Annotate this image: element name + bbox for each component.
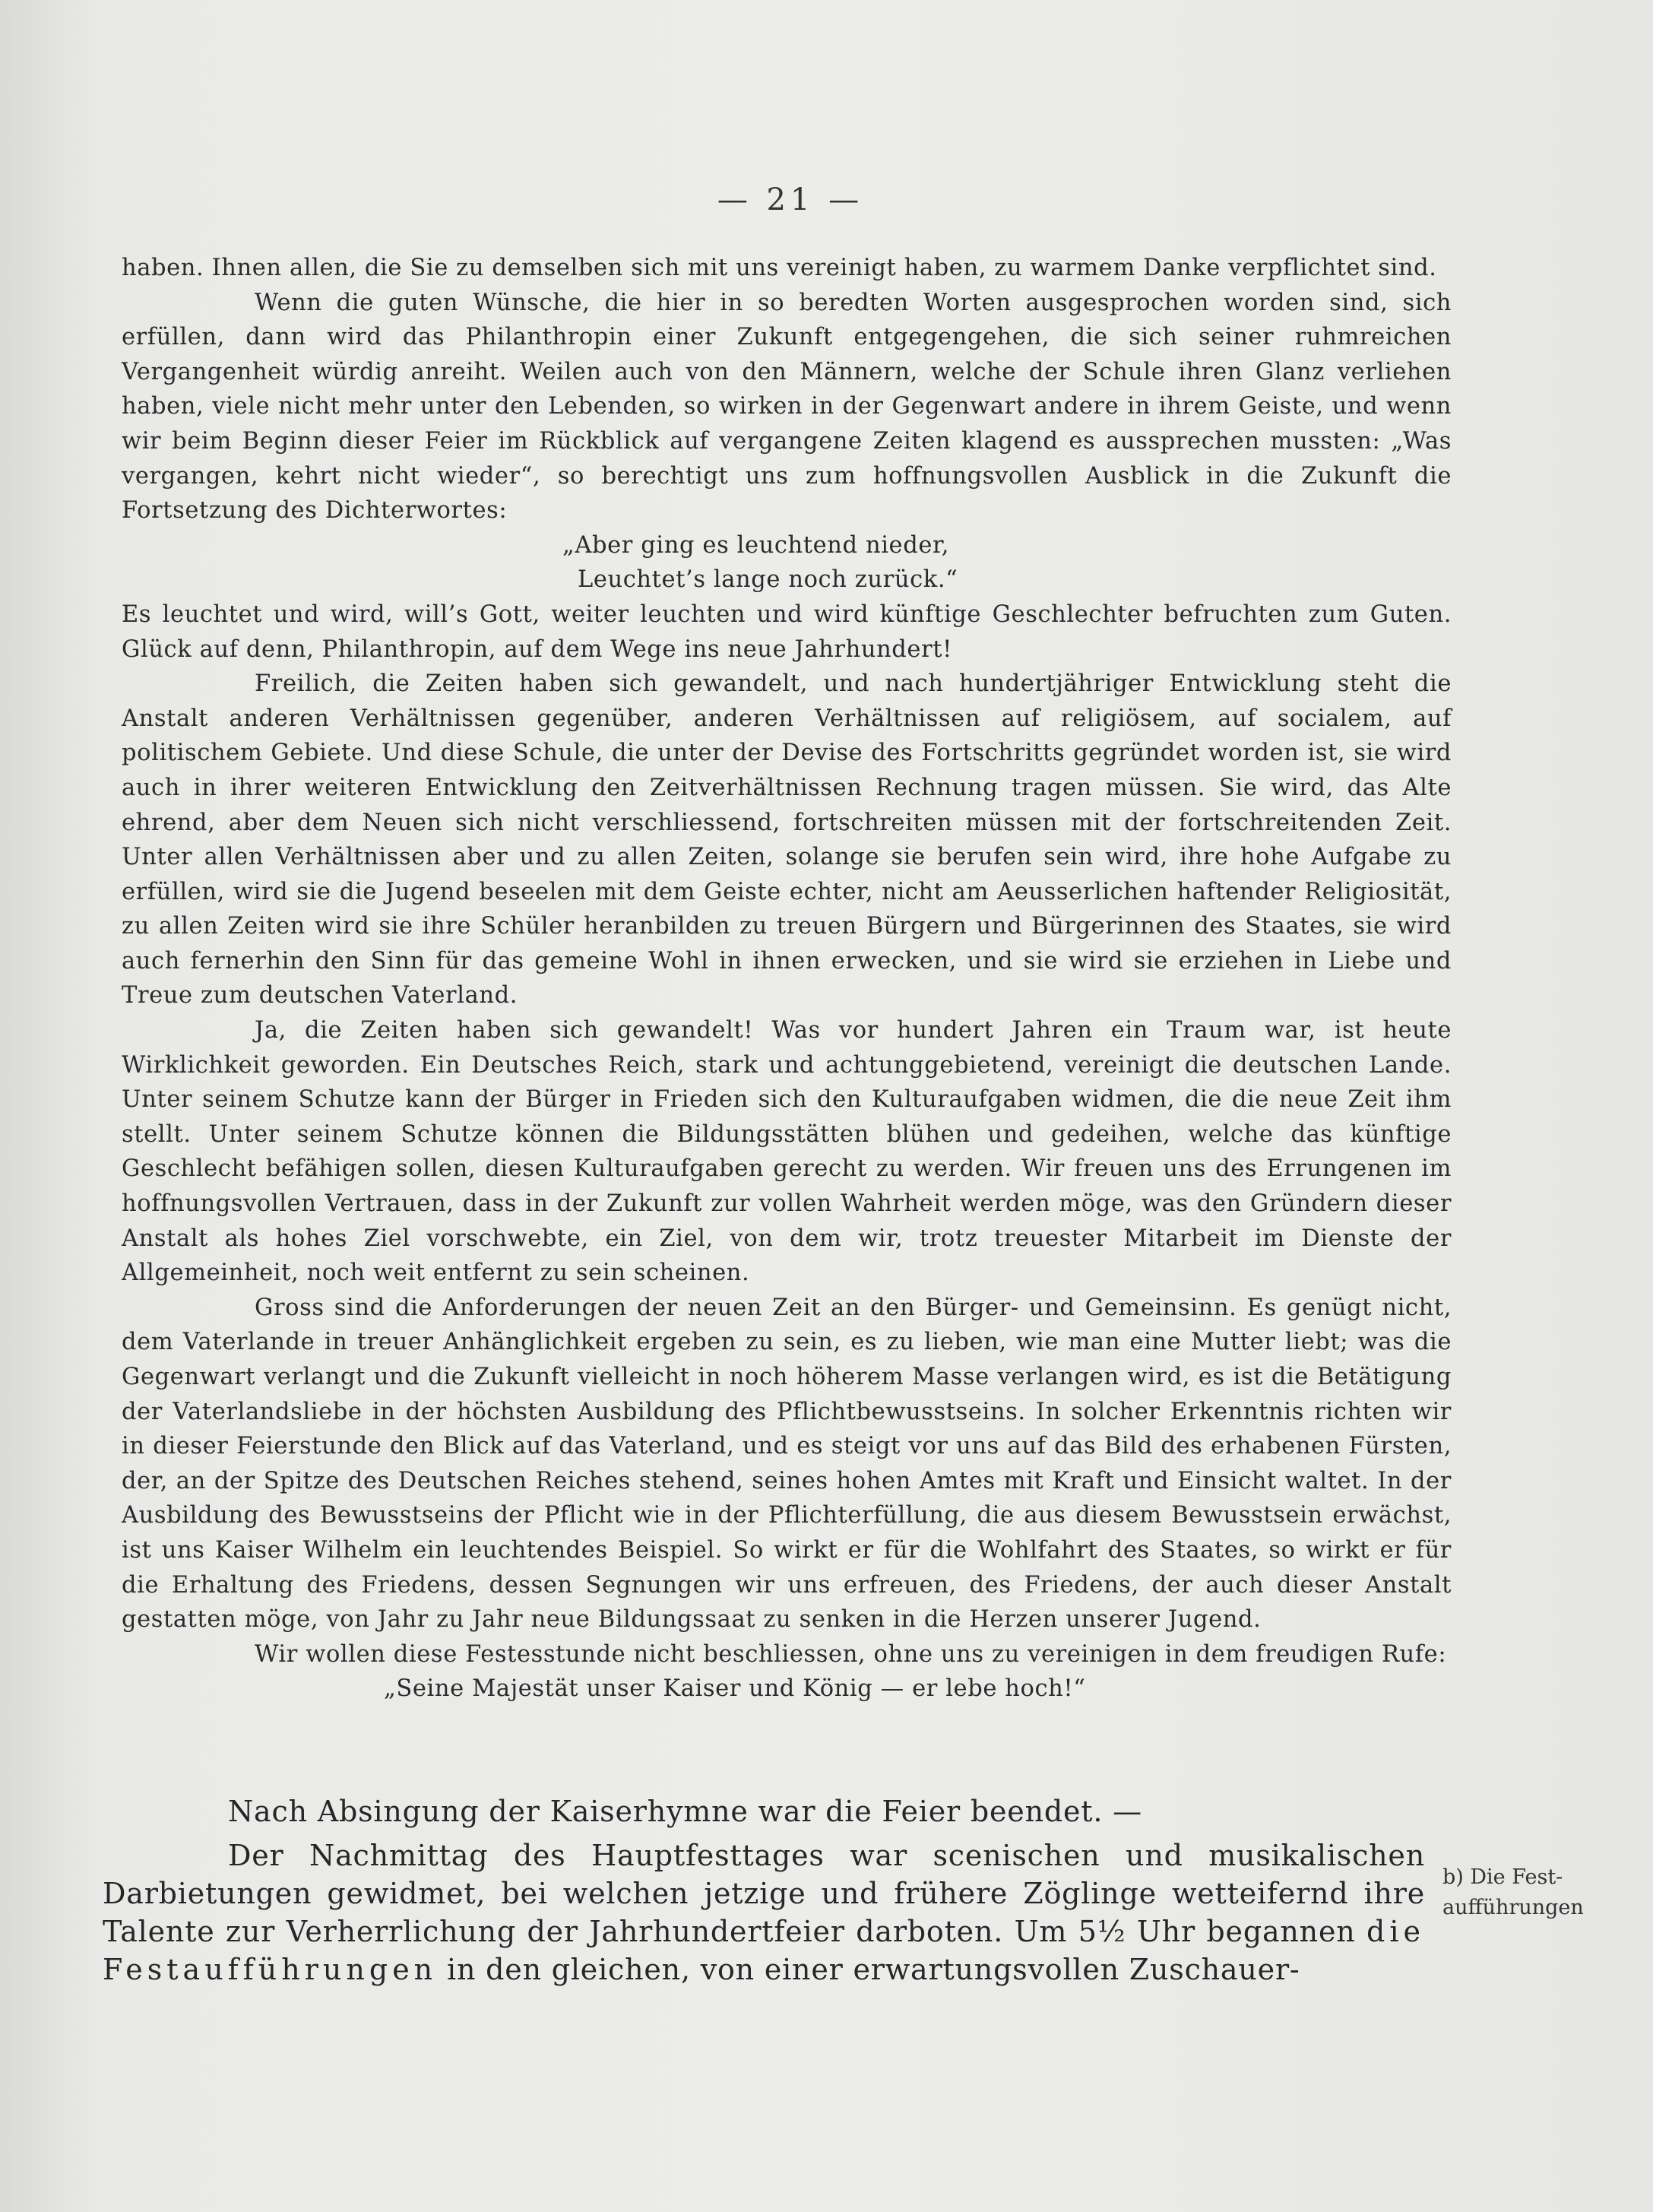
paragraph: Wenn die guten Wünsche, die hier in so beredten Worten ausgesprochen worden sind, sich erfüllen, dann wird das Philanthropin einer Zukunft entgegengehen, die sich seiner ruhmreichen Vergangenheit würdig anreiht. Weilen auch von den Männern, welche der Schule ihren Glanz verliehen haben, viele nicht mehr unter den Lebenden, so wirken in der Gegenwart andere in ihrem Geiste, und wenn wir beim Beginn dieser Feier im Rückblick auf vergangene Zeiten klagend es aussprechen mussten: „Was vergangen, kehrt nicht wieder“, so berechtigt uns zum hoffnungsvollen Ausblick in die Zukunft die Fortsetzung des Dichterwortes:: [122, 289, 1452, 524]
paragraph: Wir wollen diese Festesstunde nicht beschliessen, ohne uns zu vereinigen in dem freudigen Rufe:: [255, 1640, 1447, 1668]
paragraph: Freilich, die Zeiten haben sich gewandelt, und nach hundertjähriger Entwicklung steht die Anstalt anderen Verhältnissen gegenüber, anderen Verhältnissen auf religiösem, auf socialem, auf politischem Gebiete. Und diese Schule, die unter der Devise des Fortschritts gegründet worden ist, sie wird auch in ihrer weiteren Entwicklung den Zeitverhältnissen Rechnung tragen müssen. Sie wird, das Alte ehrend, aber dem Neuen sich nicht verschliessend, fortschreiten müssen mit der fortschreitenden Zeit. Unter allen Verhältnissen aber und zu allen Zeiten, solange sie berufen sein wird, ihre hohe Aufgabe zu erfüllen, wird sie die Jugend beseelen mit dem Geiste echter, nicht am Aeusserlichen haftender Religiosität, zu allen Zeiten wird sie ihre Schüler heranbilden zu treuen Bürgern und Bürgerinnen des Staates, sie wird auch fernerhin den Sinn für das gemeine Wohl in ihnen erwecken, und sie wird sie erziehen in Liebe und Treue zum deutschen Vaterland.: [122, 670, 1452, 1009]
page-number: — 21 —: [717, 182, 864, 217]
paragraph: Gross sind die Anforderungen der neuen Zeit an den Bürger- und Gemeinsinn. Es genügt nicht, dem Vaterlande in treuer Anhänglichkeit ergeben zu sein, es zu lieben, wie man eine Mutter liebt; was die Gegenwart verlangt und die Zukunft vielleicht in noch höherem Masse verlangen wird, es ist die Betätigung der Vaterlandsliebe in der höchsten Ausbildung des Pflichtbewusstseins. In solcher Erkenntnis richten wir in dieser Feierstunde den Blick auf das Vaterland, und es steigt vor uns auf das Bild des erhabenen Fürsten, der, an der Spitze des Deutschen Reiches stehend, seines hohen Amtes mit Kraft und Einsicht waltet. In der Ausbildung des Bewusstseins der Pflicht wie in der Pflichterfüllung, die aus diesem Bewusstsein erwächst, ist uns Kaiser Wilhelm ein leuchtendes Beispiel. So wirkt er für die Wohlfahrt des Staates, so wirkt er für die Erhaltung des Friedens, dessen Segnungen wir uns erfreuen, des Friedens, der auch dieser Anstalt gestatten möge, von Jahr zu Jahr neue Bildungssaat zu senken in die Herzen unserer Jugend.: [122, 1294, 1452, 1634]
margin-note: [1442, 1862, 1625, 1923]
section-text: Der Nachmittag des Hauptfesttages war scenischen und musikalischen Darbietungen gewidmet, bei welchen jetzige und frühere Zöglinge wetteifernd ihre Talente zur Verherrlichung der Jahrhundertfeier darboten. Um 5½ Uhr begannen: [103, 1839, 1425, 1948]
speech-body: [122, 251, 1452, 1707]
section-paragraph: [103, 1836, 1425, 1989]
quote-line: „Aber ging es leuchtend nieder,: [562, 531, 950, 559]
spaced-emphasis: die Festaufführungen: [103, 1915, 1425, 1986]
quote-line: Leuchtet’s lange noch zurück.“: [578, 566, 958, 594]
section-text: in den gleichen, von einer erwartungsvollen Zuschauer-: [447, 1953, 1300, 1986]
final-quote: „Seine Majestät unser Kaiser und König — er lebe hoch!“: [384, 1675, 1086, 1703]
paragraph: Es leuchtet und wird, will’s Gott, weiter leuchten und wird künftige Geschlechter befruchten zum Guten. Glück auf denn, Philanthropin, auf dem Wege ins neue Jahrhundert!: [122, 601, 1452, 663]
paragraph: haben. Ihnen allen, die Sie zu demselben sich mit uns vereinigt haben, zu warmem Danke verpflichtet sind.: [122, 255, 1437, 281]
section-festivities: [103, 1792, 1425, 1989]
margin-note-line: b) Die Fest-: [1442, 1865, 1563, 1889]
margin-note-line: aufführungen: [1442, 1896, 1584, 1919]
paragraph: Ja, die Zeiten haben sich gewandelt! Was vor hundert Jahren ein Traum war, ist heute Wirklichkeit geworden. Ein Deutsches Reich, stark und achtunggebietend, vereinigt die deutschen Lande. Unter seinem Schutze kann der Bürger in Frieden sich den Kulturaufgaben widmen, die die neue Zeit ihm stellt. Unter seinem Schutze können die Bildungsstätten blühen und gedeihen, welche das künftige Geschlecht befähigen sollen, diesen Kulturaufgaben gerecht zu werden. Wir freuen uns des Errungenen im hoffnungsvollen Vertrauen, dass in der Zukunft zur vollen Wahrheit werden möge, was den Gründern dieser Anstalt als hohes Ziel vorschwebte, ein Ziel, von dem wir, trotz treuester Mitarbeit im Dienste der Allgemeinheit, noch weit entfernt zu sein scheinen.: [122, 1017, 1452, 1287]
section-lead: Nach Absingung der Kaiserhymne war die Feier beendet. —: [228, 1795, 1142, 1828]
poem-quote: [122, 528, 1452, 597]
